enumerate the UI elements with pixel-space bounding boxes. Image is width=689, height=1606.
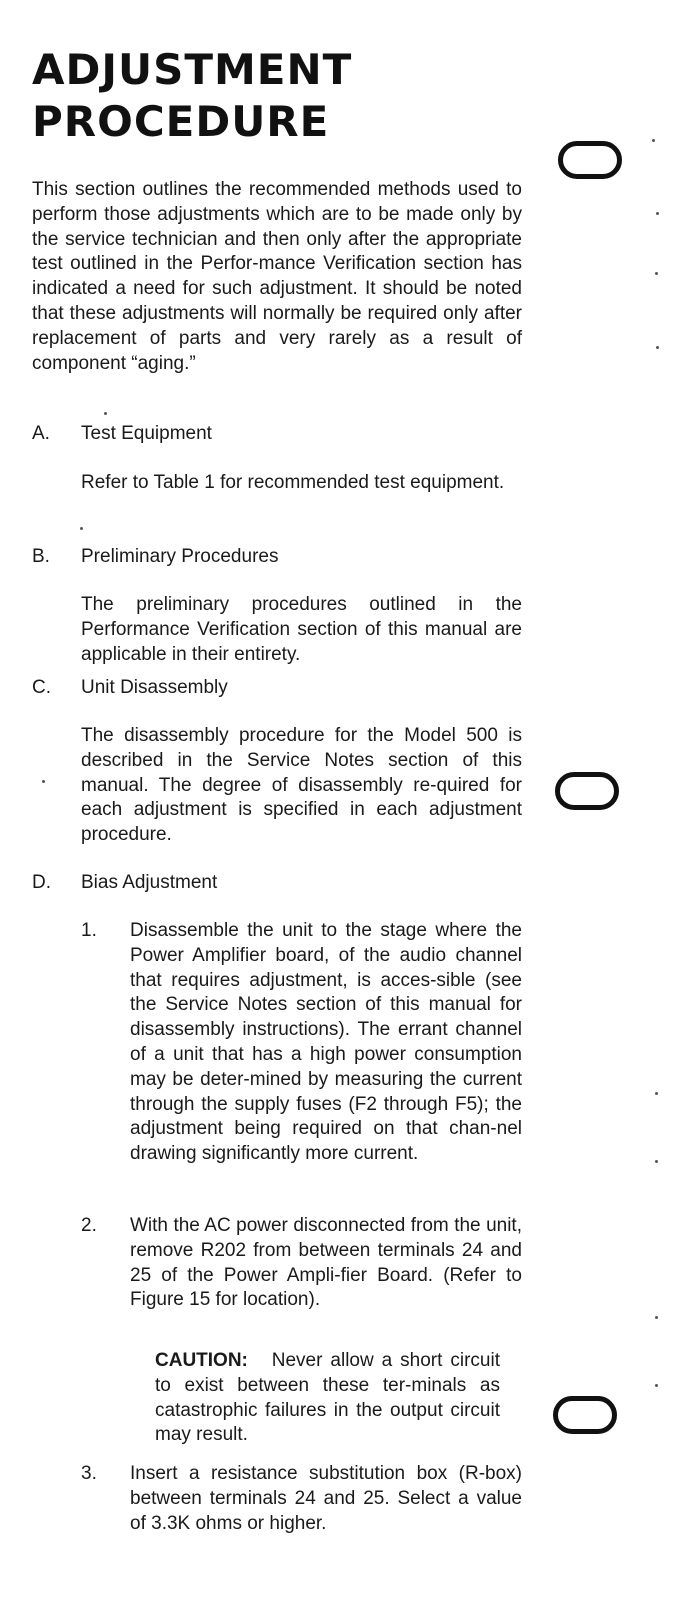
scan-speck bbox=[655, 1316, 658, 1319]
section-b-title: Preliminary Procedures bbox=[81, 546, 279, 567]
scan-speck bbox=[104, 412, 107, 415]
caution-text: Never allow a short circuit to exist between these ter-minals as catastrophic failures in the output circuit may result. bbox=[155, 1350, 500, 1446]
scan-speck bbox=[655, 272, 658, 275]
scan-speck bbox=[652, 139, 655, 142]
scan-speck bbox=[80, 527, 83, 530]
section-a-heading bbox=[32, 422, 522, 446]
section-c-body: The disassembly procedure for the Model 500 is described in the Service Notes section of this manual. The degree of disassembly re-quired for each adjustment is specified in each adjustment procedure. bbox=[81, 725, 522, 846]
section-c-title: Unit Disassembly bbox=[81, 677, 228, 698]
step-3-text: Insert a resistance substitution box (R-box) between terminals 24 and 25. Select a value of 3.3K ohms or higher. bbox=[130, 1463, 522, 1534]
section-b-body: The preliminary procedures outlined in the Performance Verification section of this manual are applicable in their entirety. bbox=[81, 594, 522, 665]
step-3 bbox=[81, 1462, 522, 1536]
scan-speck bbox=[656, 346, 659, 349]
scan-speck bbox=[656, 212, 659, 215]
section-d-letter: D. bbox=[32, 872, 51, 893]
step-3-number: 3. bbox=[81, 1463, 97, 1484]
punch-hole-top bbox=[558, 141, 622, 179]
section-c-letter: C. bbox=[32, 677, 51, 698]
title-line-2: PROCEDURE bbox=[32, 97, 330, 146]
scan-speck bbox=[655, 1160, 658, 1163]
step-1-text: Disassemble the unit to the stage where the Power Amplifier board, of the audio channel that requires adjustment, is acces-sible (see the Service Notes section of this manual for disassembly instructions). The errant channel of a unit that has a high power consumption may be deter-mined by measuring the current through the supply fuses (F2 through F5); the adjustment being required on that chan-nel drawing significantly more current. bbox=[130, 920, 522, 1165]
section-d-title: Bias Adjustment bbox=[81, 872, 218, 893]
section-d-heading bbox=[32, 871, 522, 895]
caution-note bbox=[155, 1349, 500, 1448]
title-line-1: ADJUSTMENT bbox=[32, 45, 353, 94]
step-2-text: With the AC power disconnected from the unit, remove R202 from between terminals 24 and 25 of the Power Ampli-fier Board. (Refer to Figure 15 for location). bbox=[130, 1215, 522, 1311]
scan-speck bbox=[655, 1092, 658, 1095]
punch-hole-middle bbox=[555, 772, 619, 810]
step-2-number: 2. bbox=[81, 1215, 97, 1236]
caution-label: CAUTION: bbox=[155, 1350, 248, 1371]
step-1 bbox=[81, 919, 522, 1167]
section-b-heading bbox=[32, 545, 522, 569]
step-2 bbox=[81, 1214, 522, 1313]
section-a-letter: A. bbox=[32, 423, 50, 444]
intro-paragraph: This section outlines the recommended methods used to perform those adjustments which are to be made only by the service technician and then only after the appropriate test outlined in the Perfor-mance Verification section has indicated a need for such adjustment. It should be noted that these adjustments will normally be required only after replacement of parts and very rarely as a result of component “aging.” bbox=[32, 179, 522, 374]
section-c-heading bbox=[32, 676, 522, 700]
step-1-number: 1. bbox=[81, 920, 97, 941]
scan-speck bbox=[42, 780, 45, 783]
punch-hole-bottom bbox=[553, 1396, 617, 1434]
section-a-body: Refer to Table 1 for recommended test equipment. bbox=[81, 472, 505, 493]
section-a-title: Test Equipment bbox=[81, 423, 212, 444]
section-b-letter: B. bbox=[32, 546, 50, 567]
page-title bbox=[32, 44, 352, 148]
scan-speck bbox=[655, 1384, 658, 1387]
